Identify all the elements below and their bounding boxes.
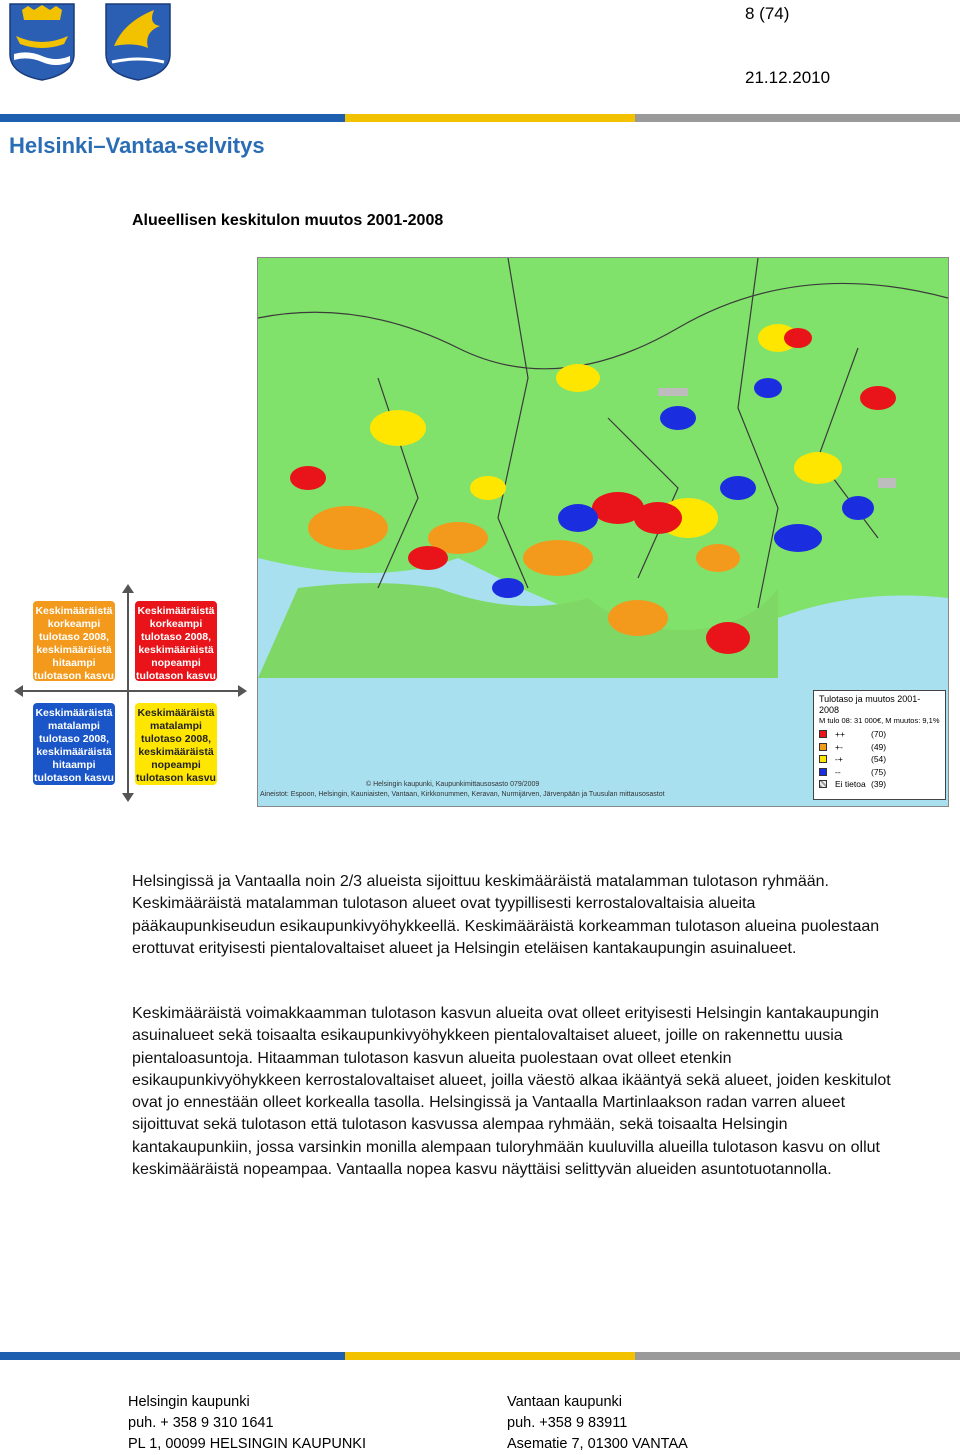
legend-swatch bbox=[819, 780, 827, 788]
quadrant-bottom-right: Keskimääräistä matalampi tulotaso 2008, keskimääräistä nopeampi tulotason kasvu bbox=[135, 703, 217, 785]
legend-symbol: -+ bbox=[835, 754, 843, 765]
legend-count: (70) bbox=[871, 729, 887, 740]
map-credit-line1: © Helsingin kaupunki, Kaupunkimittausosasto 079/2009 bbox=[366, 781, 540, 788]
footer-helsinki-org: Helsingin kaupunki bbox=[128, 1394, 250, 1410]
map-credit-line2: Aineistot: Espoon, Helsingin, Kauniaisten, Vantaan, Kirkkonummen, Keravan, Nurmijärven, Järvenpään ja Tuusulan mittausosastot bbox=[260, 791, 665, 798]
legend-swatch bbox=[819, 743, 827, 751]
legend-item bbox=[819, 741, 940, 754]
legend-count: (75) bbox=[871, 766, 887, 777]
document-date: 21.12.2010 bbox=[745, 68, 831, 87]
quadrant-top-left: Keskimääräistä korkeampi tulotaso 2008, keskimääräistä hitaampi tulotason kasvu bbox=[33, 601, 115, 681]
footer-helsinki bbox=[128, 1392, 366, 1455]
legend-item bbox=[819, 766, 940, 779]
document-title: Helsinki–Vantaa-selvitys bbox=[9, 133, 265, 158]
quadrant-horizontal-axis bbox=[20, 690, 240, 692]
legend-symbol: ++ bbox=[835, 729, 845, 740]
footer-helsinki-phone: puh. + 358 9 310 1641 bbox=[128, 1415, 274, 1431]
legend-item bbox=[819, 728, 940, 741]
legend-count: (49) bbox=[871, 741, 887, 752]
footer-vantaa-address: Asematie 7, 01300 VANTAA bbox=[507, 1436, 688, 1452]
body-paragraph-2: Keskimääräistä voimakkaamman tulotason kasvun alueita ovat olleet erityisesti Helsingin kantakaupungin asuinalueet sekä toisaalta esikaupunkivyöhykkeen pientalovaltaiset alueet, joille on rakennettu uusia pientaloasuntoja. Hitaamman tulotason kasvun alueita puolestaan ovat olleet etenkin esikaupunkivyöhykkeen kerrostalovaltaiset alueet, joilla väestö alkaa ikääntyä sekä alueet, joiden keskitulot ovat jo ennestään olleet korkealla tasolla. Helsingissä ja Vantaalla Martinlaakson radan varren alueet sijoittuvat sekä tulotason että tulotason kasvussa alempaa ryhmään, sekä toisaalta Helsingin kantakaupunkiin, jossa varsinkin monilla alempaan tuloryhmään kuuluvilla alueilla tulotason kasvu on ollut keskimääräistä nopeampaa. Vantaalla nopea kasvu näyttäisi selittyvän alueiden asuntotuotannolla. bbox=[132, 1005, 891, 1179]
map-legend bbox=[813, 690, 946, 800]
legend-swatch bbox=[819, 768, 827, 776]
footer-vantaa bbox=[507, 1392, 688, 1455]
vantaa-crest-logo bbox=[104, 2, 172, 82]
footer-color-band bbox=[0, 1352, 960, 1360]
body-paragraph-1: Helsingissä ja Vantaalla noin 2/3 alueista sijoittuu keskimääräistä matalamman tulotason ryhmään. Keskimääräistä matalamman tulotason alueet ovat tyypillisesti kerrostalovaltaisia alueita pääkaupunkiseudun esikaupunkivyöhykkeellä. Keskimääräistä korkeamman tulotason alueina puolestaan erottuvat erityisesti pientalovaltaiset alueet ja Helsingin eteläisen kantakaupungin asuinalueet. bbox=[132, 873, 880, 957]
quadrant-bottom-left: Keskimääräistä matalampi tulotaso 2008, keskimääräistä hitaampi tulotason kasvu bbox=[33, 703, 115, 785]
legend-swatch bbox=[819, 755, 827, 763]
arrow-right-icon bbox=[238, 685, 247, 697]
header-color-band bbox=[0, 114, 960, 122]
footer-vantaa-org: Vantaan kaupunki bbox=[507, 1394, 623, 1410]
page-number: 8 (74) bbox=[745, 4, 790, 23]
legend-symbol: -- bbox=[835, 766, 841, 777]
legend-swatch bbox=[819, 730, 827, 738]
legend-count: (39) bbox=[871, 779, 887, 790]
quadrant-top-right: Keskimääräistä korkeampi tulotaso 2008, keskimääräistä nopeampi tulotason kasvu bbox=[135, 601, 217, 681]
quadrant-vertical-axis bbox=[127, 590, 129, 795]
arrow-down-icon bbox=[122, 793, 134, 802]
legend-symbol: Ei tietoa bbox=[835, 779, 866, 790]
helsinki-crest-logo bbox=[8, 2, 76, 82]
legend-item bbox=[819, 753, 940, 766]
legend-title: Tulotaso ja muutos 2001-2008 bbox=[819, 694, 921, 715]
legend-item bbox=[819, 778, 940, 791]
arrow-left-icon bbox=[14, 685, 23, 697]
legend-symbol: +- bbox=[835, 741, 843, 752]
arrow-up-icon bbox=[122, 584, 134, 593]
legend-count: (54) bbox=[871, 754, 887, 765]
footer-vantaa-phone: puh. +358 9 83911 bbox=[507, 1415, 628, 1431]
footer-helsinki-address: PL 1, 00099 HELSINGIN KAUPUNKI bbox=[128, 1436, 367, 1452]
section-title: Alueellisen keskitulon muutos 2001-2008 bbox=[132, 212, 444, 229]
legend-subtitle: M tulo 08: 31 000€, M muutos: 9,1% bbox=[819, 716, 940, 725]
